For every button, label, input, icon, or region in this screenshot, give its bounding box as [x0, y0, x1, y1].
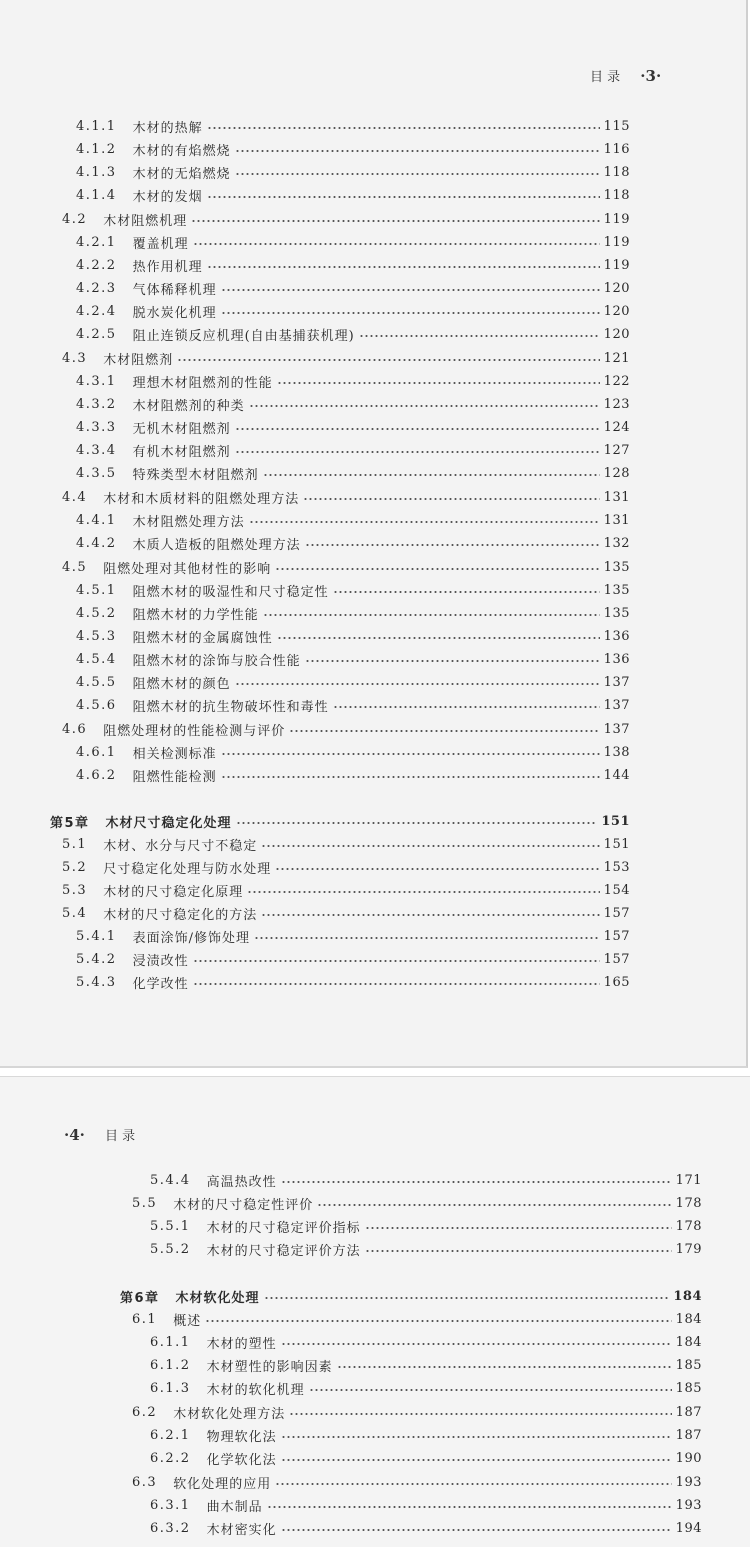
dot-leader	[337, 1365, 672, 1369]
entry-page-number: 187	[675, 1427, 702, 1443]
chapter-entry	[120, 1285, 702, 1307]
entry-number: 5.5.2	[150, 1241, 191, 1257]
entry-number: 4.1.4	[76, 187, 117, 203]
dot-leader	[317, 1203, 671, 1207]
toc-entry	[76, 671, 630, 693]
toc-entry	[150, 1377, 702, 1399]
chapter-entry	[50, 810, 630, 832]
entry-page-number: 151	[603, 836, 630, 852]
entry-title: 木材的尺寸稳定化原理	[103, 884, 244, 900]
entry-title: 木材的尺寸稳定评价方法	[206, 1243, 361, 1259]
dot-leader	[193, 959, 600, 963]
header-title: 目 录	[105, 1129, 136, 1144]
entry-page-number: 193	[675, 1474, 702, 1490]
toc-entry	[76, 602, 630, 624]
header-page-number: ·3·	[640, 67, 662, 85]
toc-entry	[62, 556, 630, 578]
dot-leader	[365, 1226, 672, 1230]
entry-title: 木材的尺寸稳定评价指标	[206, 1220, 361, 1236]
toc-entry	[76, 439, 630, 461]
entry-number: 4.3.2	[76, 396, 117, 412]
entry-title: 理想木材阻燃剂的性能	[132, 375, 273, 391]
toc-entry	[76, 694, 630, 716]
entry-number: 5.4.1	[76, 928, 117, 944]
toc-entry	[62, 208, 630, 230]
entry-number: 4.5	[62, 559, 88, 575]
toc-entry	[76, 393, 630, 415]
entry-number: 6.3.2	[150, 1520, 191, 1536]
entry-number: 4.2	[62, 211, 88, 227]
dot-leader	[305, 543, 600, 547]
entry-number: 4.1.3	[76, 164, 117, 180]
dot-leader	[249, 404, 600, 408]
toc-entry	[150, 1215, 702, 1237]
entry-page-number: 165	[603, 974, 630, 990]
entry-title: 木材密实化	[206, 1522, 277, 1538]
entry-page-number: 157	[603, 951, 630, 967]
entry-title: 木材软化处理方法	[173, 1406, 286, 1422]
header-page-number: ·4·	[64, 1126, 85, 1144]
entry-title: 木材软化处理	[175, 1290, 260, 1306]
entry-title: 化学软化法	[206, 1452, 277, 1468]
entry-page-number: 171	[675, 1172, 702, 1188]
dot-leader	[281, 1180, 672, 1184]
toc-entry	[150, 1447, 702, 1469]
entry-number: 4.4	[62, 489, 88, 505]
dot-leader	[254, 936, 600, 940]
entry-page-number: 120	[603, 303, 630, 319]
entry-page-number: 121	[603, 350, 630, 366]
toc-entry	[132, 1308, 702, 1330]
dot-leader	[261, 844, 599, 848]
dot-leader	[303, 497, 599, 501]
entry-page-number: 136	[603, 628, 630, 644]
entry-title: 木材阻燃处理方法	[132, 514, 245, 530]
entry-page-number: 131	[603, 512, 630, 528]
toc-entry	[76, 161, 630, 183]
dot-leader	[365, 1249, 672, 1253]
toc-entry	[76, 625, 630, 647]
entry-number: 4.3.1	[76, 373, 117, 389]
dot-leader	[249, 520, 600, 524]
running-header	[64, 1125, 135, 1144]
entry-title: 表面涂饰/修饰处理	[132, 930, 250, 946]
entry-page-number: 154	[603, 882, 630, 898]
dot-leader	[235, 450, 600, 454]
entry-title: 相关检测标准	[132, 746, 217, 762]
entry-title: 曲木制品	[206, 1499, 263, 1515]
entry-number: 第6章	[120, 1290, 160, 1306]
dot-leader	[207, 265, 600, 269]
entry-page-number: 122	[603, 373, 630, 389]
entry-number: 4.1.2	[76, 141, 117, 157]
entry-number: 4.5.2	[76, 605, 117, 621]
entry-number: 4.6	[62, 721, 88, 737]
entry-title: 木材阻燃机理	[103, 213, 188, 229]
entry-page-number: 178	[675, 1195, 702, 1211]
entry-page-number: 127	[603, 442, 630, 458]
entry-page-number: 185	[675, 1380, 702, 1396]
entry-page-number: 120	[603, 280, 630, 296]
entry-page-number: 118	[603, 164, 630, 180]
entry-page-number: 187	[675, 1404, 702, 1420]
entry-title: 高温热改性	[206, 1174, 277, 1190]
entry-title: 有机木材阻燃剂	[132, 444, 231, 460]
entry-title: 阻燃性能检测	[132, 769, 217, 785]
entry-number: 4.3.4	[76, 442, 117, 458]
dot-leader	[277, 381, 600, 385]
entry-number: 6.3	[132, 1474, 158, 1490]
entry-title: 物理软化法	[206, 1429, 277, 1445]
entry-title: 阻止连锁反应机理(自由基捕获机理)	[132, 328, 355, 344]
toc-entry	[76, 138, 630, 160]
dot-leader	[289, 1412, 671, 1416]
dot-leader	[235, 427, 600, 431]
entry-number: 5.3	[62, 882, 88, 898]
entry-number: 5.5.1	[150, 1218, 191, 1234]
toc-entry	[76, 277, 630, 299]
entry-title: 木材的尺寸稳定化的方法	[103, 907, 258, 923]
entry-page-number: 135	[603, 582, 630, 598]
entry-page-number: 115	[603, 118, 630, 134]
dot-leader	[235, 172, 600, 176]
entry-title: 热作用机理	[132, 259, 203, 275]
toc-entry	[76, 462, 630, 484]
entry-number: 4.5.1	[76, 582, 117, 598]
entry-number: 4.5.4	[76, 651, 117, 667]
entry-number: 4.1.1	[76, 118, 117, 134]
dot-leader	[221, 775, 600, 779]
entry-page-number: 116	[603, 141, 630, 157]
dot-leader	[236, 821, 598, 825]
entry-title: 特殊类型木材阻燃剂	[132, 467, 259, 483]
entry-page-number: 124	[603, 419, 630, 435]
entry-number: 4.3	[62, 350, 88, 366]
entry-page-number: 135	[603, 559, 630, 575]
entry-page-number: 132	[603, 535, 630, 551]
toc-entry	[62, 833, 630, 855]
entry-title: 阻燃处理材的性能检测与评价	[103, 723, 286, 739]
dot-leader	[221, 288, 600, 292]
dot-leader	[333, 590, 600, 594]
entry-number: 4.4.1	[76, 512, 117, 528]
entry-title: 木材塑性的影响因素	[206, 1359, 333, 1375]
dot-leader	[277, 636, 600, 640]
entry-number: 4.3.5	[76, 465, 117, 481]
entry-number: 5.4.2	[76, 951, 117, 967]
dot-leader	[221, 311, 600, 315]
entry-title: 覆盖机理	[132, 236, 189, 252]
entry-title: 阻燃木材的吸湿性和尺寸稳定性	[132, 584, 329, 600]
entry-number: 第5章	[50, 815, 90, 831]
entry-title: 木材和木质材料的阻燃处理方法	[103, 491, 300, 507]
toc-entry	[76, 648, 630, 670]
dot-leader	[263, 473, 600, 477]
toc-entry	[62, 347, 630, 369]
entry-page-number: 137	[603, 697, 630, 713]
dot-leader	[263, 613, 600, 617]
toc-entry	[76, 509, 630, 531]
dot-leader	[193, 982, 600, 986]
entry-page-number: 184	[675, 1334, 702, 1350]
entry-title: 木材的尺寸稳定性评价	[173, 1197, 314, 1213]
entry-page-number: 185	[675, 1357, 702, 1373]
dot-leader	[359, 334, 600, 338]
toc-entry	[76, 370, 630, 392]
dot-leader	[275, 1482, 671, 1486]
entry-title: 阻燃木材的涂饰与胶合性能	[132, 653, 301, 669]
entry-number: 4.4.2	[76, 535, 117, 551]
entry-title: 木材阻燃剂的种类	[132, 398, 245, 414]
entry-number: 6.1	[132, 1311, 158, 1327]
dot-leader	[275, 867, 599, 871]
entry-number: 4.2.5	[76, 326, 117, 342]
dot-leader	[305, 659, 600, 663]
entry-number: 4.2.2	[76, 257, 117, 273]
entry-number: 6.2.1	[150, 1427, 191, 1443]
entry-page-number: 120	[603, 326, 630, 342]
toc-entry	[150, 1517, 702, 1539]
entry-title: 木材的软化机理	[206, 1382, 305, 1398]
entry-title: 气体稀释机理	[132, 282, 217, 298]
entry-title: 木材的塑性	[206, 1336, 277, 1352]
entry-number: 5.4	[62, 905, 88, 921]
toc-entry	[62, 879, 630, 901]
entry-number: 5.2	[62, 859, 88, 875]
entry-number: 6.2	[132, 1404, 158, 1420]
entry-page-number: 184	[675, 1311, 702, 1327]
entry-number: 4.2.4	[76, 303, 117, 319]
dot-leader	[309, 1388, 672, 1392]
dot-leader	[207, 126, 600, 130]
dot-leader	[281, 1342, 672, 1346]
toc-entry	[150, 1494, 702, 1516]
toc-entry	[62, 856, 630, 878]
entry-page-number: 144	[603, 767, 630, 783]
entry-title: 木材的发烟	[132, 189, 203, 205]
entry-page-number: 137	[603, 721, 630, 737]
entry-title: 阻燃木材的金属腐蚀性	[132, 630, 273, 646]
dot-leader	[247, 890, 599, 894]
dot-leader	[281, 1528, 672, 1532]
entry-page-number: 138	[603, 744, 630, 760]
entry-page-number: 184	[673, 1288, 702, 1304]
entry-page-number: 137	[603, 674, 630, 690]
dot-leader	[221, 752, 600, 756]
entry-title: 木材的有焰燃烧	[132, 143, 231, 159]
entry-title: 脱水炭化机理	[132, 305, 217, 321]
dot-leader	[205, 1319, 671, 1323]
entry-title: 概述	[173, 1313, 202, 1329]
toc-entry	[76, 764, 630, 786]
toc-entry	[76, 416, 630, 438]
entry-title: 木质人造板的阻燃处理方法	[132, 537, 301, 553]
toc-entry	[76, 971, 630, 993]
entry-title: 阻燃处理对其他材性的影响	[103, 561, 272, 577]
entry-page-number: 194	[675, 1520, 702, 1536]
toc-entry	[76, 254, 630, 276]
toc-entry	[76, 741, 630, 763]
toc-entry	[76, 948, 630, 970]
dot-leader	[333, 705, 600, 709]
toc-entry	[76, 115, 630, 137]
entry-title: 浸渍改性	[132, 953, 189, 969]
dot-leader	[264, 1296, 670, 1300]
entry-page-number: 193	[675, 1497, 702, 1513]
entry-page-number: 190	[675, 1450, 702, 1466]
dot-leader	[193, 242, 600, 246]
entry-title: 木材阻燃剂	[103, 352, 174, 368]
entry-number: 5.1	[62, 836, 88, 852]
entry-number: 4.3.3	[76, 419, 117, 435]
entry-title: 阻燃木材的抗生物破坏性和毒性	[132, 699, 329, 715]
entry-number: 6.1.3	[150, 1380, 191, 1396]
toc-entry	[76, 184, 630, 206]
dot-leader	[289, 729, 599, 733]
entry-title: 木材的无焰燃烧	[132, 166, 231, 182]
entry-title: 软化处理的应用	[173, 1476, 272, 1492]
toc-entry	[62, 902, 630, 924]
toc-entry	[62, 486, 630, 508]
toc-entry	[76, 323, 630, 345]
toc-entry	[150, 1331, 702, 1353]
entry-title: 阻燃木材的颜色	[132, 676, 231, 692]
toc-entry	[76, 579, 630, 601]
entry-title: 化学改性	[132, 976, 189, 992]
entry-page-number: 157	[603, 928, 630, 944]
entry-number: 6.3.1	[150, 1497, 191, 1513]
toc-entry	[132, 1401, 702, 1423]
entry-page-number: 151	[601, 813, 630, 829]
toc-entry	[76, 300, 630, 322]
entry-page-number: 119	[603, 211, 630, 227]
entry-number: 4.5.3	[76, 628, 117, 644]
entry-title: 阻燃木材的力学性能	[132, 607, 259, 623]
entry-number: 4.5.5	[76, 674, 117, 690]
entry-number: 6.2.2	[150, 1450, 191, 1466]
toc-entry	[150, 1238, 702, 1260]
toc-entry	[76, 231, 630, 253]
dot-leader	[281, 1435, 672, 1439]
entry-page-number: 136	[603, 651, 630, 667]
toc-entry	[132, 1192, 702, 1214]
entry-page-number: 178	[675, 1218, 702, 1234]
entry-number: 4.2.1	[76, 234, 117, 250]
entry-number: 4.6.1	[76, 744, 117, 760]
toc-entry	[150, 1424, 702, 1446]
dot-leader	[261, 913, 599, 917]
toc-page-4	[0, 1076, 750, 1547]
entry-number: 4.2.3	[76, 280, 117, 296]
dot-leader	[235, 149, 600, 153]
entry-page-number: 123	[603, 396, 630, 412]
entry-page-number: 119	[603, 257, 630, 273]
entry-number: 6.1.1	[150, 1334, 191, 1350]
entry-page-number: 153	[603, 859, 630, 875]
entry-number: 6.1.2	[150, 1357, 191, 1373]
header-title: 目 录	[590, 70, 621, 85]
entry-title: 木材、水分与尺寸不稳定	[103, 838, 258, 854]
dot-leader	[235, 682, 600, 686]
entry-title: 木材的热解	[132, 120, 203, 136]
entry-title: 尺寸稳定化处理与防水处理	[103, 861, 272, 877]
entry-number: 5.4.4	[150, 1172, 191, 1188]
dot-leader	[191, 219, 599, 223]
entry-title: 无机木材阻燃剂	[132, 421, 231, 437]
dot-leader	[275, 567, 599, 571]
entry-number: 5.5	[132, 1195, 158, 1211]
entry-number: 5.4.3	[76, 974, 117, 990]
entry-page-number: 179	[675, 1241, 702, 1257]
toc-entry	[76, 532, 630, 554]
dot-leader	[207, 195, 600, 199]
entry-title: 木材尺寸稳定化处理	[105, 815, 232, 831]
entry-page-number: 118	[603, 187, 630, 203]
toc-entry	[62, 718, 630, 740]
dot-leader	[281, 1458, 672, 1462]
toc-entry	[76, 925, 630, 947]
entry-page-number: 131	[603, 489, 630, 505]
entry-page-number: 128	[603, 465, 630, 481]
dot-leader	[267, 1505, 672, 1509]
toc-entry	[150, 1169, 702, 1191]
entry-number: 4.6.2	[76, 767, 117, 783]
entry-page-number: 119	[603, 234, 630, 250]
entry-page-number: 157	[603, 905, 630, 921]
entry-number: 4.5.6	[76, 697, 117, 713]
toc-entry	[132, 1471, 702, 1493]
toc-entry	[150, 1354, 702, 1376]
running-header	[590, 66, 661, 85]
dot-leader	[177, 358, 599, 362]
entry-page-number: 135	[603, 605, 630, 621]
